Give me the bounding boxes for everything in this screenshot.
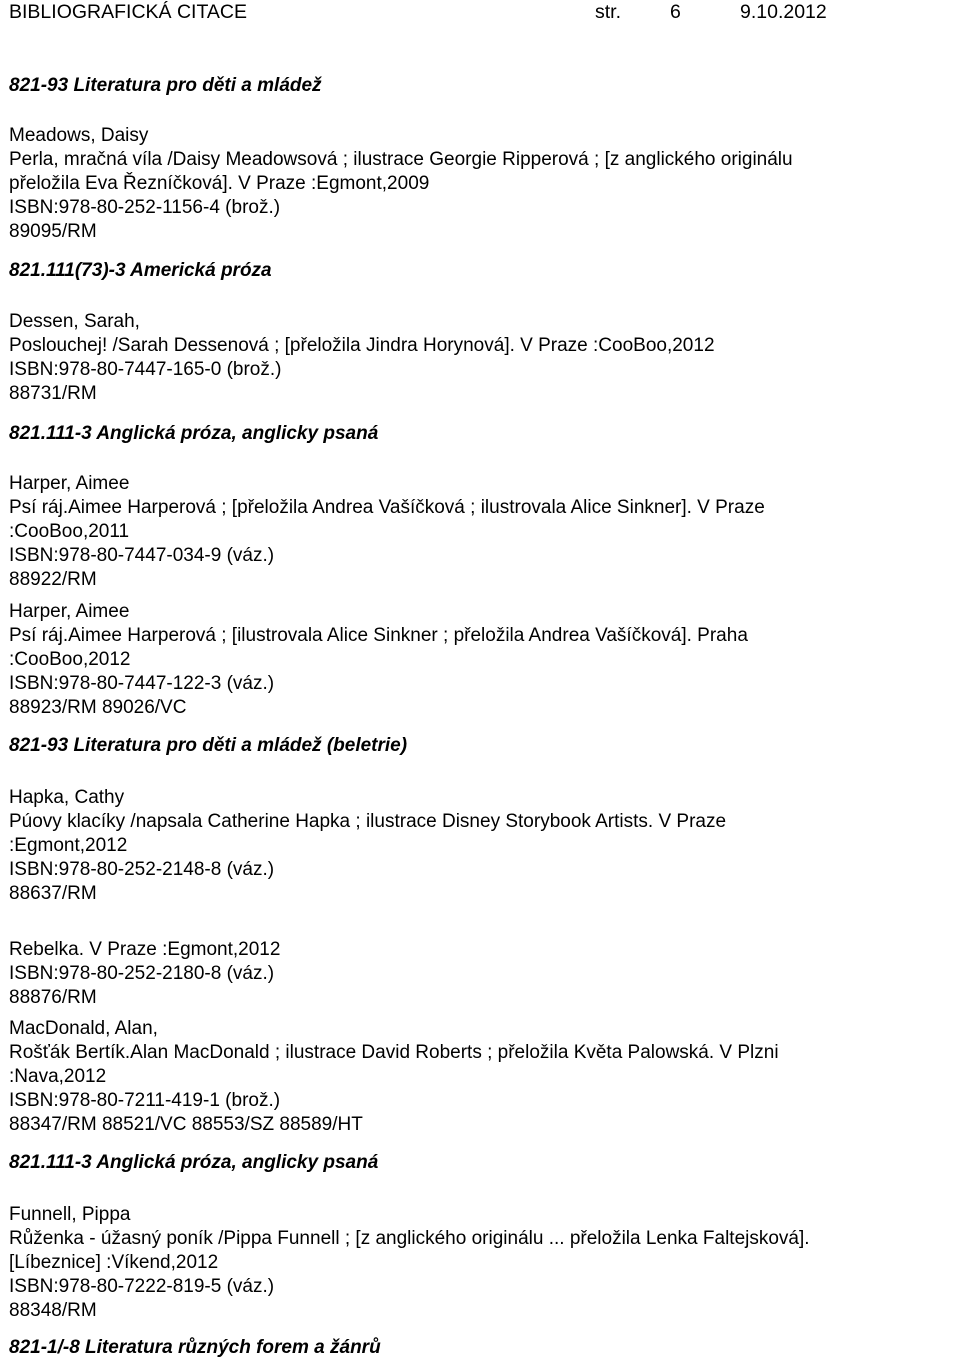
entry-line: Rošťák Bertík.Alan MacDonald ; ilustrace David Roberts ; přeložila Květa Palowská. V Plzni [9, 1042, 779, 1063]
entry-line: 88637/RM [9, 883, 97, 904]
entry-line: ISBN:978-80-252-2180-8 (váz.) [9, 963, 275, 984]
entry-line: ISBN:978-80-7211-419-1 (brož.) [9, 1090, 281, 1111]
entry-line: Psí ráj.Aimee Harperová ; [ilustrovala Alice Sinkner ; přeložila Andrea Vašíčková]. Praha [9, 625, 748, 646]
entry-line: :Egmont,2012 [9, 835, 128, 856]
bibliography-entry [9, 472, 955, 592]
entry-line: ISBN:978-80-252-1156-4 (brož.) [9, 197, 281, 218]
entry-line: 88923/RM 89026/VC [9, 697, 187, 718]
entry-line: 88876/RM [9, 987, 97, 1008]
header-date: 9.10.2012 [740, 1, 827, 23]
bibliography-entry [9, 786, 955, 906]
entry-line: 88348/RM [9, 1300, 97, 1321]
entry-line: Psí ráj.Aimee Harperová ; [přeložila Andrea Vašíčková ; ilustrovala Alice Sinkner]. V Praze [9, 497, 765, 518]
bibliography-entry [9, 310, 955, 406]
section-heading: 821-1/-8 Literatura různých forem a žánrů [9, 1337, 381, 1358]
entry-author: Hapka, Cathy [9, 787, 125, 808]
section-heading: 821-93 Literatura pro děti a mládež [9, 75, 322, 96]
section-heading: 821-93 Literatura pro děti a mládež (beletrie) [9, 735, 408, 756]
entry-line: ISBN:978-80-7222-819-5 (váz.) [9, 1276, 275, 1297]
entry-line: Poslouchej! /Sarah Dessenová ; [přeložila Jindra Horynová]. V Praze :CooBoo,2012 [9, 335, 715, 356]
entry-line: 88347/RM 88521/VC 88553/SZ 88589/HT [9, 1114, 363, 1135]
header-title: BIBLIOGRAFICKÁ CITACE [9, 1, 248, 23]
entry-line: :Nava,2012 [9, 1066, 107, 1087]
entry-line: 88731/RM [9, 383, 97, 404]
entry-line: 89095/RM [9, 221, 97, 242]
page-header [9, 0, 955, 24]
section-heading: 821.111-3 Anglická próza, anglicky psaná [9, 1152, 379, 1173]
entry-line: ISBN:978-80-252-2148-8 (váz.) [9, 859, 275, 880]
entry-line: přeložila Eva Řezníčková]. V Praze :Egmont,2009 [9, 173, 430, 194]
bibliography-entry [9, 600, 955, 720]
entry-line: Púovy klacíky /napsala Catherine Hapka ; ilustrace Disney Storybook Artists. V Praze [9, 811, 727, 832]
entry-author: Funnell, Pippa [9, 1204, 131, 1225]
section-heading: 821.111-3 Anglická próza, anglicky psaná [9, 423, 379, 444]
entry-line: :CooBoo,2012 [9, 649, 131, 670]
entry-author: Meadows, Daisy [9, 125, 149, 146]
bibliography-entry [9, 1017, 955, 1137]
entry-author: MacDonald, Alan, [9, 1018, 158, 1039]
header-page-number: 6 [670, 1, 681, 23]
entry-line: ISBN:978-80-7447-122-3 (váz.) [9, 673, 275, 694]
bibliography-entry [9, 124, 955, 244]
bibliography-entry [9, 938, 955, 1010]
entry-line: :CooBoo,2011 [9, 521, 130, 542]
entry-author: Dessen, Sarah, [9, 311, 140, 332]
document-page [9, 0, 955, 1358]
entry-line: ISBN:978-80-7447-034-9 (váz.) [9, 545, 275, 566]
entry-author: Rebelka. V Praze :Egmont,2012 [9, 939, 281, 960]
section-heading: 821.111(73)-3 Americká próza [9, 260, 272, 281]
bibliography-entry [9, 1203, 955, 1323]
entry-line: Perla, mračná víla /Daisy Meadowsová ; ilustrace Georgie Ripperová ; [z anglického originálu [9, 149, 793, 170]
entry-author: Harper, Aimee [9, 601, 130, 622]
entry-author: Harper, Aimee [9, 473, 130, 494]
entry-line: Růženka - úžasný poník /Pippa Funnell ; [z anglického originálu ... přeložila Lenka Faltejsková]. [9, 1228, 810, 1249]
entry-line: 88922/RM [9, 569, 97, 590]
entry-line: ISBN:978-80-7447-165-0 (brož.) [9, 359, 282, 380]
entry-line: [Líbeznice] :Víkend,2012 [9, 1252, 219, 1273]
header-page-label: str. [595, 1, 622, 23]
